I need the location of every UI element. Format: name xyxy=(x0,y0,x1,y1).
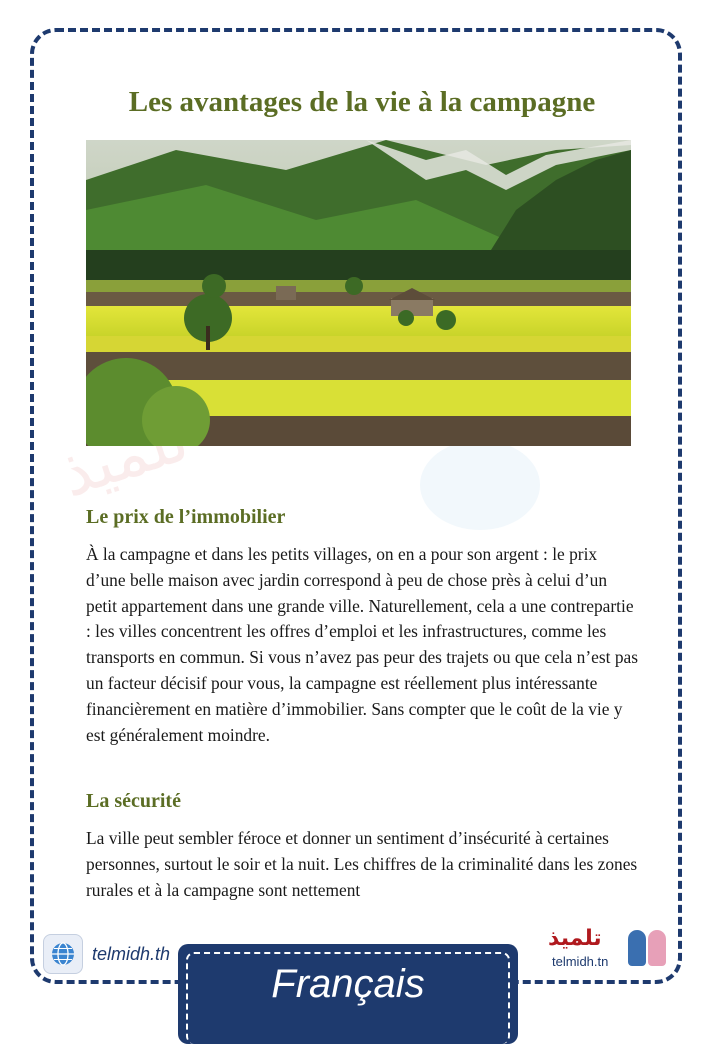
page-title: Les avantages de la vie à la campagne xyxy=(128,86,596,118)
watermark-logo: تلميذ xyxy=(51,401,198,513)
logo-latin: telmidh.tn xyxy=(552,954,609,969)
section-heading-immobilier: Le prix de l’immobilier xyxy=(86,506,286,528)
landscape-photo xyxy=(86,140,631,446)
subject-tab xyxy=(178,944,518,1044)
globe-icon xyxy=(43,934,83,974)
logo-arabic: تلميذ xyxy=(548,926,602,951)
section-text-immobilier: À la campagne et dans les petits villages, on en a pour son argent : le prix d’une belle maison avec jardin correspond à peu de chose près à celui d’un petit appartement dans une grande ville. Naturellement, cela a une contrepartie : les villes concentrent les offres d’emploi et les infrastructures, comme les transports en commun. Si vous n’avez pas peur des trajets ou que cela n’est pas un facteur décisif pour vous, la campagne est réellement plus intéressante financièrement en matière d’immobilier. Sans compter que le coût de la vie y est généralement moindre. xyxy=(86,544,638,745)
brand-left xyxy=(43,934,170,974)
watermark-figure xyxy=(420,440,540,530)
section-heading-securite: La sécurité xyxy=(86,790,181,812)
subject-label: Français xyxy=(271,962,425,1006)
kid-girl-icon xyxy=(648,930,666,966)
kid-boy-icon xyxy=(628,930,646,966)
brand-right-logo xyxy=(548,926,668,974)
brand-left-text: telmidh.th xyxy=(92,943,171,964)
section-text-securite: La ville peut sembler féroce et donner un sentiment d’insécurité à certaines personnes, surtout le soir et la nuit. Les chiffres de la criminalité dans les zones rurales et à la campagne sont nettement xyxy=(86,828,638,900)
